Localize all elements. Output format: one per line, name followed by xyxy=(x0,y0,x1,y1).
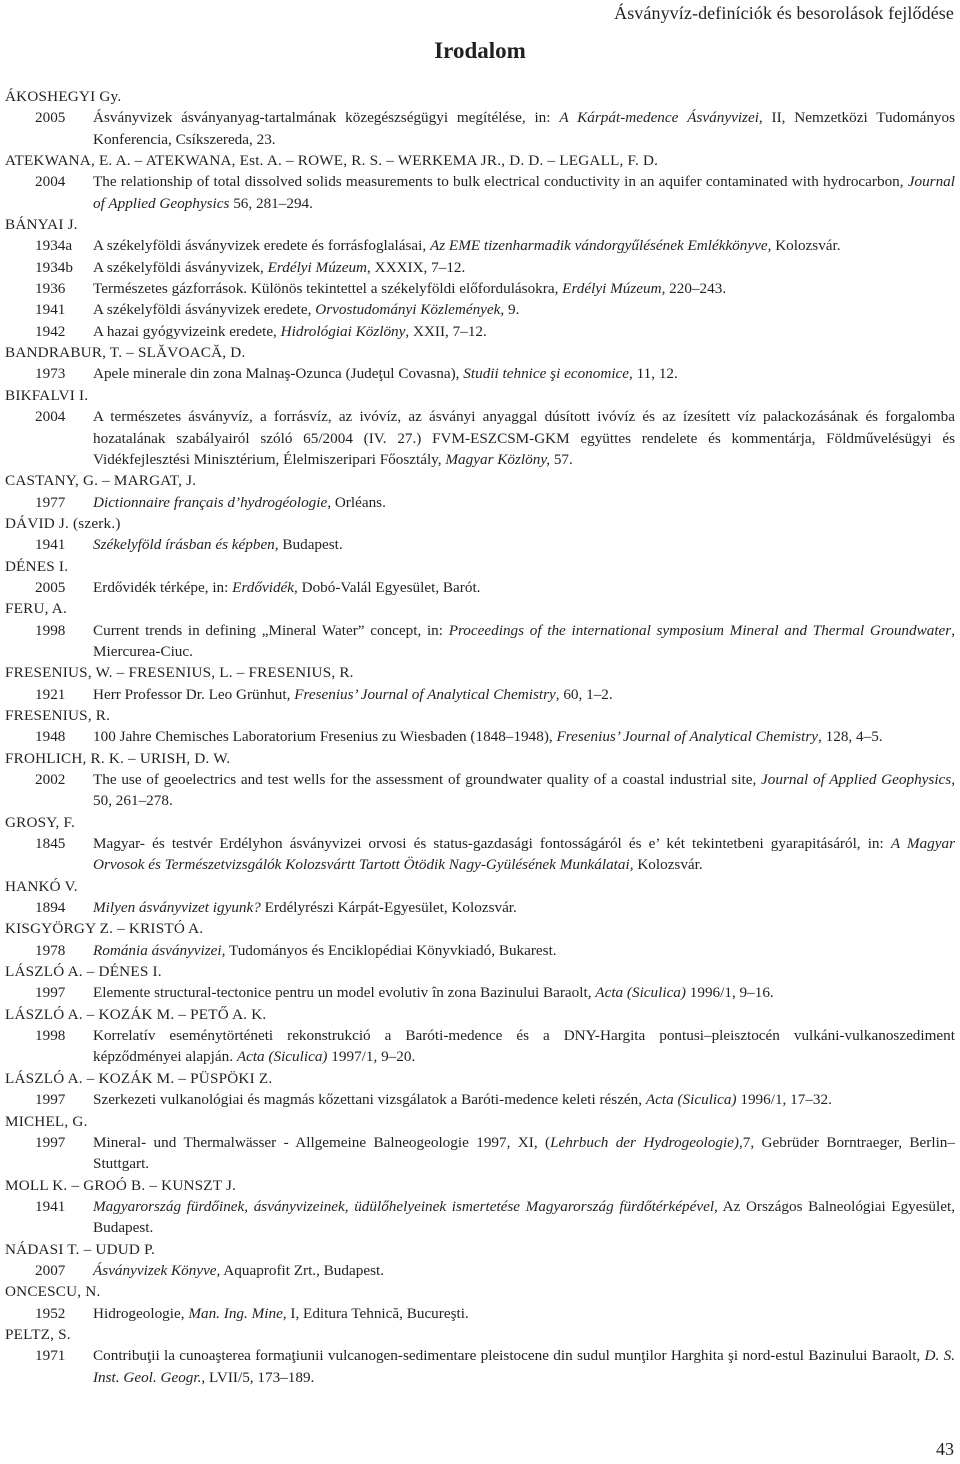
reference-entry xyxy=(5,1089,955,1110)
reference-author: FRESENIUS, W. – FRESENIUS, L. – FRESENIUS, R. xyxy=(5,664,354,682)
reference-title-italic: Journal of Applied Geophysics xyxy=(93,173,955,212)
reference-text-segment: Herr Professor Dr. Leo Grünhut, xyxy=(93,685,295,703)
reference-year: 1845 xyxy=(35,835,66,853)
reference-list xyxy=(5,86,955,1388)
reference-text xyxy=(93,1260,955,1281)
reference-title-italic: Dictionnaire français d’hydrogéologie, xyxy=(93,493,332,511)
reference-text-segment: A hazai gyógyvizeink eredete, xyxy=(93,322,281,340)
reference-author: NÁDASI T. – UDUD P. xyxy=(5,1240,156,1258)
reference-text-segment: , 60, 1–2. xyxy=(555,685,613,703)
reference-title-italic: Ásványvizek Könyve, xyxy=(93,1261,221,1279)
reference-entry xyxy=(5,363,955,384)
reference-text-segment: Erdővidék térképe, in: xyxy=(93,578,233,596)
reference-text xyxy=(93,492,955,513)
reference-text-segment: Erdélyrészi Kárpát-Egyesület, Kolozsvár. xyxy=(260,899,517,917)
reference-title-italic: Erdővidék xyxy=(232,578,295,596)
reference-text-segment: Szerkezeti vulkanológiai és magmás kőzettani vizsgálatok a Baróti-medence keleti részén, xyxy=(93,1091,646,1109)
reference-year: 1941 xyxy=(35,301,66,319)
reference-text xyxy=(93,1025,955,1068)
reference-entry xyxy=(5,769,955,812)
reference-text xyxy=(93,1303,955,1324)
reference-title-italic: Fresenius’ Journal of Analytical Chemistry xyxy=(294,685,556,703)
reference-entry xyxy=(5,897,955,918)
reference-year: 1977 xyxy=(35,493,66,511)
reference-text-segment: A székelyföldi ásványvizek, xyxy=(93,258,268,276)
reference-year: 1952 xyxy=(35,1304,66,1322)
reference-text-segment: Orléans. xyxy=(331,493,386,511)
reference-year: 1973 xyxy=(35,365,66,383)
reference-text xyxy=(93,769,955,812)
reference-author: DÉNES I. xyxy=(5,557,69,575)
reference-title-italic: Acta (Siculica) xyxy=(645,1091,737,1109)
reference-text-segment: Budapest. xyxy=(278,536,343,554)
reference-entry xyxy=(5,620,955,663)
reference-year: 2007 xyxy=(35,1261,66,1279)
reference-text-segment: Apele minerale din zona Malnaş-Ozunca (Judeţul Covasna), xyxy=(93,365,464,383)
reference-year: 1998 xyxy=(35,621,66,639)
reference-text-segment: Az Országos Balneológiai Egyesület, Budapest. xyxy=(93,1197,955,1237)
reference-entry xyxy=(5,1132,955,1175)
reference-author: MOLL K. – GROÓ B. – KUNSZT J. xyxy=(5,1176,237,1194)
reference-title-italic: Románia ásványvizei, xyxy=(93,941,226,959)
reference-author: HANKÓ V. xyxy=(5,877,78,895)
running-head: Ásványvíz-definíciók és besorolások fejlődése xyxy=(614,3,954,23)
reference-text-segment: Contribuţii la cunoaşterea formaţiunii vulcanogen-sedimentare pleistocene din sudul munţilor Harghita şi nord-estul Bazinului Baraolt, xyxy=(93,1347,925,1365)
reference-text-segment: I, Editura Tehnică, Bucureşti. xyxy=(286,1304,469,1322)
reference-text xyxy=(93,171,955,214)
reference-year: 1941 xyxy=(35,536,66,554)
reference-author: MICHEL, G. xyxy=(5,1112,88,1130)
reference-text-segment: Természetes gázforrások. Különös tekintettel a székelyföldi előfordulásokra, xyxy=(93,280,563,298)
reference-author: BANDRABUR, T. – SLĂVOACĂ, D. xyxy=(5,344,246,362)
reference-text-segment: , Miercurea-Ciuc. xyxy=(93,621,956,660)
reference-year: 1978 xyxy=(35,941,66,959)
reference-text-segment: Tudományos és Enciklopédiai Könyvkiadó, Bukarest. xyxy=(225,941,557,959)
reference-author: ÁKOSHEGYI Gy. xyxy=(5,88,122,105)
reference-text-segment: , LVII/5, 173–189. xyxy=(201,1368,315,1386)
page-number: 43 xyxy=(936,1439,954,1459)
reference-title-italic: Journal of Applied Geophysics, xyxy=(761,771,955,788)
reference-text-segment: 9. xyxy=(504,301,520,319)
reference-text-segment: 1997/1, 9–20. xyxy=(327,1048,416,1066)
reference-text-segment: Current trends in defining „Mineral Water” concept, in: xyxy=(93,621,449,639)
reference-title-italic: Erdélyi Múzeum, xyxy=(562,280,666,298)
reference-text xyxy=(93,1132,955,1175)
reference-entry xyxy=(5,1303,955,1324)
reference-text xyxy=(93,726,955,747)
reference-entry xyxy=(5,299,955,320)
reference-text-segment: Ásványvizek ásványanyag-tartalmának közegészségügyi megítélése, in: xyxy=(93,109,560,127)
reference-text-segment: 57. xyxy=(550,450,573,468)
reference-year: 2002 xyxy=(35,771,66,788)
reference-author: BÁNYAI J. xyxy=(5,216,78,234)
reference-title-italic: D. S. Inst. Geol. Geogr. xyxy=(93,1347,956,1386)
reference-year: 2004 xyxy=(35,408,66,426)
reference-entry xyxy=(5,257,955,278)
reference-year: 1997 xyxy=(35,1133,66,1151)
reference-entry xyxy=(5,492,955,513)
reference-year: 1942 xyxy=(35,322,66,340)
reference-text xyxy=(93,257,955,278)
reference-title-italic: Fresenius’ Journal of Analytical Chemistry xyxy=(556,728,819,746)
reference-author: DÁVID J. (szerk.) xyxy=(5,514,121,532)
reference-text-segment: , 128, 4–5. xyxy=(818,728,883,746)
reference-year: 1934a xyxy=(35,237,73,255)
reference-author: BIKFALVI I. xyxy=(5,386,89,404)
reference-author: LÁSZLÓ A. – KOZÁK M. – PETŐ A. K. xyxy=(5,1005,267,1023)
reference-text-segment: Hidrogeologie, xyxy=(93,1304,189,1322)
reference-text xyxy=(93,982,955,1003)
reference-title-italic: Acta (Siculica) xyxy=(236,1048,328,1066)
reference-entry xyxy=(5,278,955,299)
reference-title-italic: Az EME tizenharmadik vándorgyűlésének Emlékkönyve, xyxy=(429,237,772,255)
reference-title-italic: Magyarország fürdőinek, ásványvizeinek, üdülőhelyeinek ismertetése Magyarország fürdőtérképével, xyxy=(93,1197,718,1215)
reference-title-italic: Man. Ing. Mine, xyxy=(188,1304,287,1322)
reference-year: 1894 xyxy=(35,899,66,917)
reference-entry xyxy=(5,1025,955,1068)
reference-title-italic: Proceedings of the international symposium Mineral and Thermal Groundwater xyxy=(448,621,952,639)
reference-entry xyxy=(5,1345,955,1388)
reference-text xyxy=(93,107,955,150)
reference-author: LÁSZLÓ A. – KOZÁK M. – PÜSPÖKI Z. xyxy=(5,1069,273,1087)
reference-entry xyxy=(5,171,955,214)
reference-author: ATEKWANA, E. A. – ATEKWANA, Est. A. – ROWE, R. S. – WERKEMA JR., D. D. – LEGALL, F. D. xyxy=(5,152,659,170)
reference-entry xyxy=(5,833,955,876)
reference-year: 1936 xyxy=(35,280,66,298)
page-title: Irodalom xyxy=(434,38,526,63)
reference-text xyxy=(93,684,955,705)
reference-title-italic: Magyar Közlöny, xyxy=(445,450,551,468)
reference-text-segment: 220–243. xyxy=(665,280,727,298)
reference-title-italic: Orvostudományi Közlemények, xyxy=(315,301,505,319)
reference-text xyxy=(93,940,955,961)
reference-text-segment: 50, 261–278. xyxy=(93,792,173,810)
reference-text xyxy=(93,577,955,598)
reference-entry xyxy=(5,940,955,961)
reference-author: GROSY, F. xyxy=(5,813,75,831)
reference-author: FROHLICH, R. K. – URISH, D. W. xyxy=(5,749,231,767)
reference-text-segment: Kolozsvár. xyxy=(633,856,703,874)
reference-entry xyxy=(5,982,955,1003)
reference-text xyxy=(93,321,955,342)
reference-text-segment: 1996/1, 17–32. xyxy=(736,1091,832,1109)
reference-text-segment: Aquaprofit Zrt., Budapest. xyxy=(220,1261,385,1279)
reference-entry xyxy=(5,1196,955,1239)
reference-author: CASTANY, G. – MARGAT, J. xyxy=(5,472,197,490)
reference-text xyxy=(93,897,955,918)
reference-text-segment: The use of geoelectrics and test wells for the assessment of groundwater quality of a coastal industrial site, xyxy=(93,771,762,788)
reference-text-segment: Kolozsvár. xyxy=(771,237,841,255)
reference-title-italic: A Kárpát-medence Ásványvizei, xyxy=(559,109,763,127)
reference-year: 1948 xyxy=(35,728,66,746)
reference-author: LÁSZLÓ A. – DÉNES I. xyxy=(5,963,162,981)
reference-text-segment: Korrelatív eseménytörténeti rekonstrukció a Baróti-medence és a DNY-Hargita pontusi–pleisztocén vulkáni-vulkanoszediment képződményei alapján. xyxy=(93,1027,955,1066)
reference-year: 2005 xyxy=(35,109,66,127)
reference-text-segment: II, Nemzetközi Tudományos Konferencia, Csíkszereda, 23. xyxy=(93,109,956,148)
reference-year: 1998 xyxy=(35,1027,66,1045)
reference-author: FRESENIUS, R. xyxy=(5,706,111,724)
reference-title-italic: Székelyföld írásban és képben, xyxy=(93,536,279,554)
reference-text xyxy=(93,1089,955,1110)
reference-text-segment: , 11, 12. xyxy=(629,365,678,383)
reference-author: KISGYÖRGY Z. – KRISTÓ A. xyxy=(5,920,204,938)
reference-text xyxy=(93,235,955,256)
reference-year: 1934b xyxy=(35,258,73,276)
reference-text xyxy=(93,833,955,876)
reference-text-segment: , Dobó-Valál Egyesület, Barót. xyxy=(294,578,481,596)
reference-year: 1941 xyxy=(35,1197,66,1215)
reference-author: FERU, A. xyxy=(5,600,67,618)
reference-text-segment: A természetes ásványvíz, a forrásvíz, az ivóvíz, az ásványi anyaggal dúsított ivóvíz és az ízesített víz palackozásának és forgalomba hozatalának szabályairól szóló 65/2004 (IV. 27.) FVM-ESZCSM-GKM együttes rendelete és kommentárja, Földművelésügyi és Vidékfejlesztési Minisztérium, Élelmiszeripari Főosztály, xyxy=(93,408,955,468)
reference-text-segment: 56, 281–294. xyxy=(229,194,313,212)
reference-text-segment: Mineral- und Thermalwässer - Allgemeine Balneogeologie 1997, XI, ( xyxy=(93,1133,551,1151)
reference-entry xyxy=(5,235,955,256)
reference-entry xyxy=(5,684,955,705)
reference-year: 2004 xyxy=(35,173,66,191)
reference-title-italic: Milyen ásványvizet igyunk? xyxy=(93,899,261,917)
reference-text-segment: A székelyföldi ásványvizek eredete és forrásfoglalásai, xyxy=(93,237,430,255)
reference-text xyxy=(93,534,955,555)
reference-year: 2005 xyxy=(35,578,66,596)
reference-text-segment: 100 Jahre Chemisches Laboratorium Fresenius zu Wiesbaden (1848–1948), xyxy=(93,728,557,746)
reference-title-italic: Acta (Siculica) xyxy=(595,984,686,1002)
reference-year: 1921 xyxy=(35,685,66,703)
reference-entry xyxy=(5,321,955,342)
reference-year: 1997 xyxy=(35,984,66,1002)
reference-text xyxy=(93,406,955,470)
reference-entry xyxy=(5,726,955,747)
reference-text-segment: Elemente structural-tectonice pentru un model evolutiv în zona Bazinului Baraolt, xyxy=(93,984,596,1002)
reference-text-segment: , XXXIX, 7–12. xyxy=(367,258,466,276)
reference-year: 1997 xyxy=(35,1091,66,1109)
reference-text xyxy=(93,278,955,299)
reference-text xyxy=(93,1345,955,1388)
reference-text xyxy=(93,299,955,320)
reference-title-italic: Lehrbuch der Hydrogeologie), xyxy=(550,1133,743,1151)
reference-text-segment: 7, Gebrüder Borntraeger, Berlin–Stuttgart. xyxy=(93,1133,955,1173)
reference-text-segment: 1996/1, 9–16. xyxy=(685,984,774,1002)
reference-title-italic: Hidrológiai Közlöny xyxy=(280,322,406,340)
reference-text xyxy=(93,363,955,384)
reference-author: ONCESCU, N. xyxy=(5,1283,101,1301)
reference-entry xyxy=(5,534,955,555)
reference-title-italic: Erdélyi Múzeum xyxy=(267,258,368,276)
reference-title-italic: A Magyar Orvosok és Természetvizsgálók Kolozsvártt Tartott Ötödik Nagy-Gyülésének Munkálatai, xyxy=(93,835,956,874)
reference-entry xyxy=(5,406,955,470)
reference-text xyxy=(93,620,955,663)
reference-year: 1971 xyxy=(35,1347,66,1365)
reference-text xyxy=(93,1196,955,1239)
reference-text-segment: The relationship of total dissolved solids measurements to bulk electrical conductivity in an aquifer contaminated with hydrocarbon, xyxy=(93,173,908,191)
reference-author: PELTZ, S. xyxy=(5,1325,71,1343)
reference-entry xyxy=(5,107,955,150)
reference-entry xyxy=(5,1260,955,1281)
reference-entry xyxy=(5,577,955,598)
reference-text-segment: A székelyföldi ásványvizek eredete, xyxy=(93,301,316,319)
reference-title-italic: Studii tehnice şi economice xyxy=(463,365,630,383)
reference-text-segment: Magyar- és testvér Erdélyhon ásványvizei orvosi és status-gazdasági fontosságáról és e’ két tekintetbeni gyarapitásáról, in: xyxy=(93,835,891,853)
reference-text-segment: , XXII, 7–12. xyxy=(405,322,487,340)
